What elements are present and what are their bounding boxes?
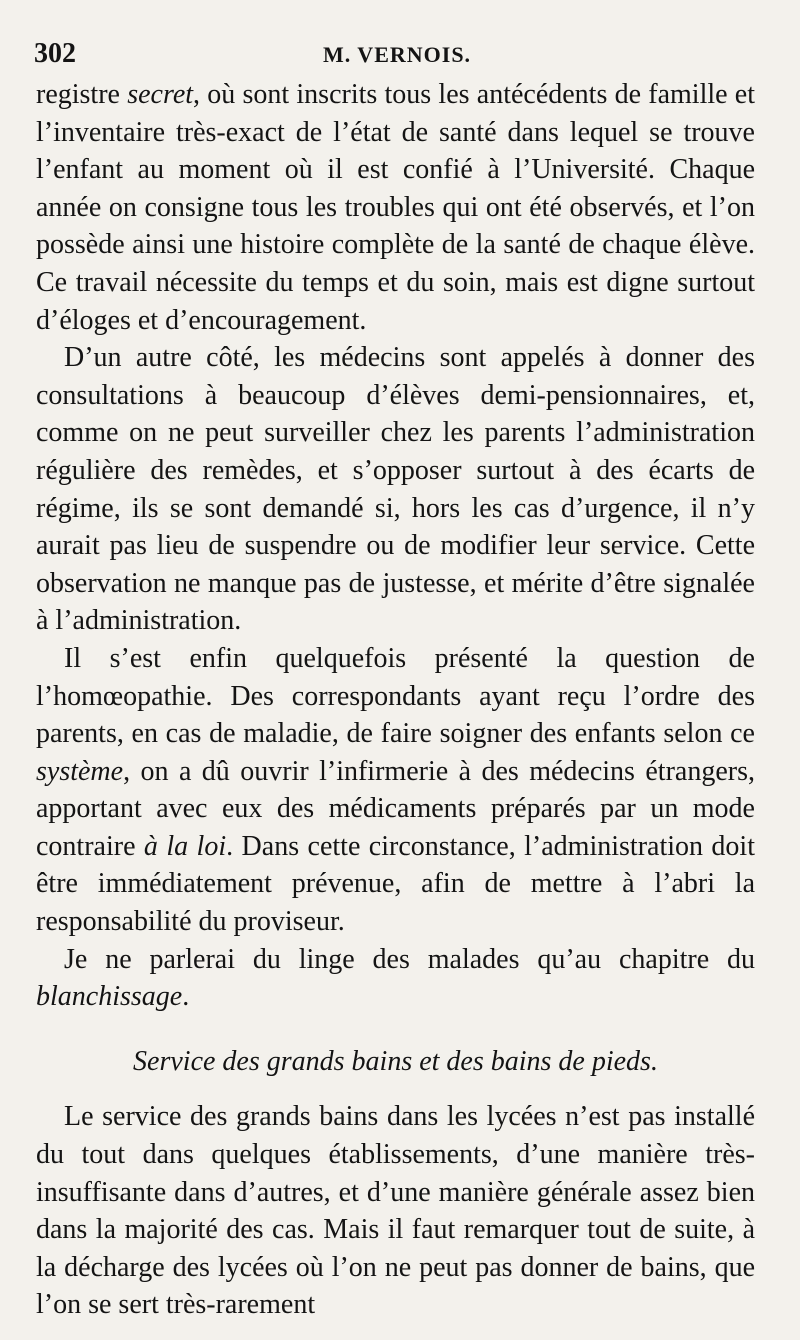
paragraph-1	[36, 76, 755, 339]
paragraph-1-text-a: registre	[36, 79, 128, 110]
paragraph-2: D’un autre côté, les médecins sont appelés à donner des consultations à beaucoup d’élèves demi-pensionnaires, et, comme on ne peut surveiller chez les parents l’administration régulière des remèdes, et s’opposer surtout à des écarts de régime, ils se sont demandé si, hors les cas d’urgence, il n’y aurait pas lieu de suspendre ou de modifier leur service. Cette observation ne manque pas de justesse, et mérite d’être signalée à l’administration.	[36, 342, 755, 637]
paragraph-3-text-c: , on a dû ouvrir l’infirmerie à des médecins étrangers, apportant avec eux des médicaments préparés par un mode contraire	[36, 755, 755, 862]
page-header	[34, 38, 760, 74]
paragraph-3-italic-systeme: système	[36, 755, 124, 787]
running-head: M. VERNOIS.	[322, 42, 472, 67]
paragraph-4-text-c: .	[182, 981, 190, 1013]
paragraph-4-text-a: Je ne parlerai du linge des malades qu’au chapitre du	[64, 943, 755, 975]
body-text	[36, 76, 755, 1324]
section-title: Service des grands bains et des bains de pieds.	[133, 1045, 658, 1077]
paragraph-3-text-a: Il s’est enfin quelquefois présenté la question de l’homœopathie. Des correspondants ayant reçu l’ordre des parents, en cas de maladie, de faire soigner des enfants selon ce	[36, 642, 755, 750]
page-number: 302	[34, 38, 76, 69]
paragraph-3-italic-loi: à la loi	[143, 830, 227, 862]
paragraph-4	[36, 941, 755, 1016]
paragraph-1-text-c: , où sont inscrits tous les antécédents de famille et l’inventaire très-exact de l’état de santé dans lequel se trouve l’enfant au moment où il est confié à l’Université. Chaque année on consigne tous les troubles qui ont été observés, et l’on possède ainsi une histoire complète de la santé de chaque élève. Ce travail nécessite du temps et du soin, mais est digne surtout d’éloges et d’encouragement.	[36, 79, 755, 336]
paragraph-5: Le service des grands bains dans les lycées n’est pas installé du tout dans quelques établissements, d’une manière très-insuffisante dans d’autres, et d’une manière générale assez bien dans la majorité des cas. Mais il faut remarquer tout de suite, à la décharge des lycées où l’on ne peut pas donner de bains, que l’on se sert très-rarement	[36, 1101, 755, 1321]
paragraph-3-text-e: . Dans cette circonstance, l’administration doit être immédiatement prévenue, afin de mettre à l’abri la responsabilité du proviseur.	[36, 830, 755, 938]
paragraph-3	[36, 640, 755, 941]
paragraph-4-italic: blanchissage	[36, 981, 183, 1013]
paragraph-1-italic: secret	[127, 79, 194, 110]
